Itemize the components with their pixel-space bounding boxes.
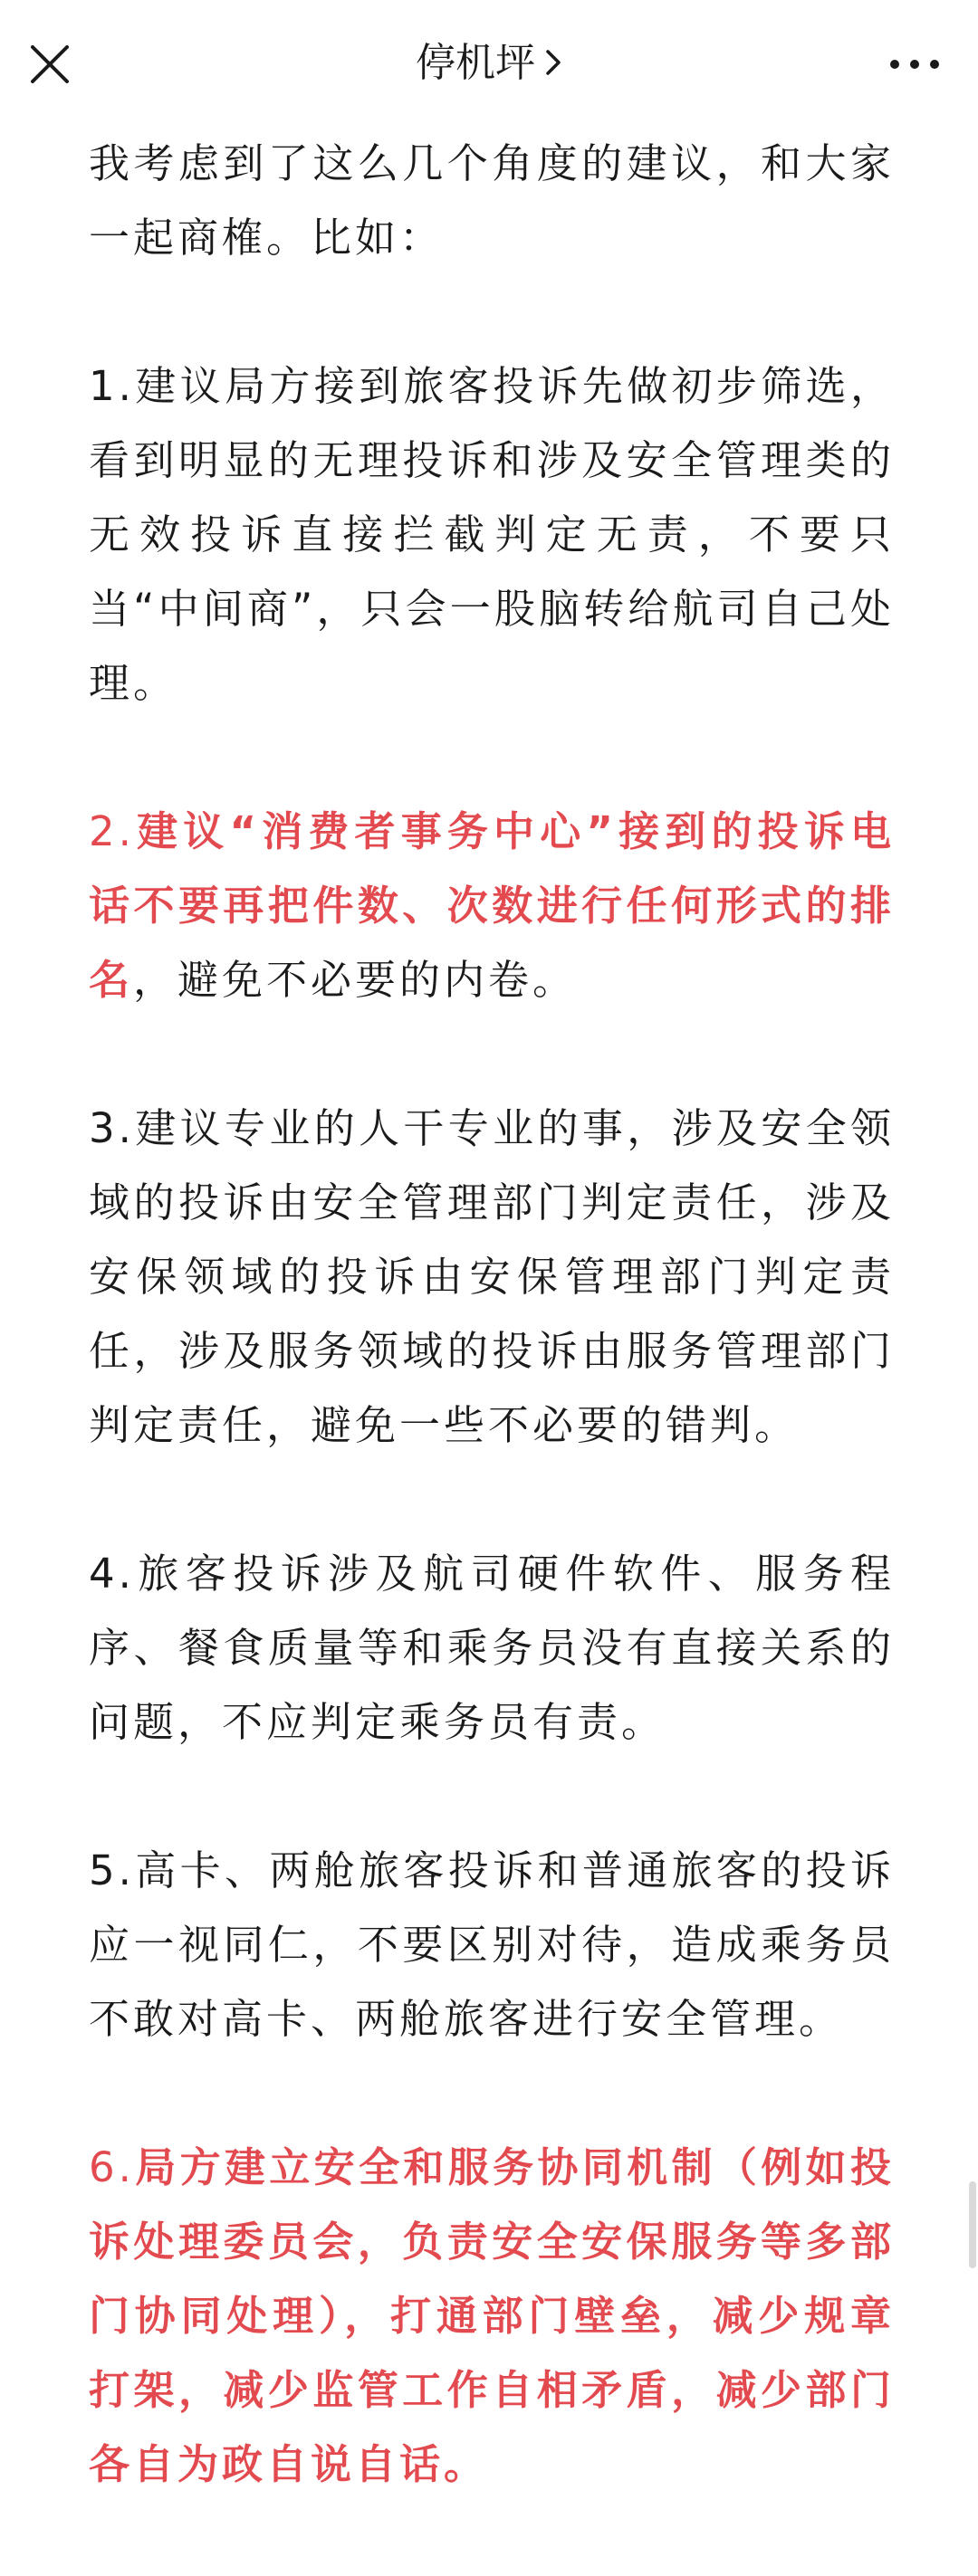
suggestion-2-paragraph — [89, 795, 895, 1017]
page-title: 停机坪 — [416, 40, 535, 86]
suggestion-2-rest: ，避免不必要的内卷。 — [133, 956, 578, 1004]
more-horizontal-icon — [887, 51, 942, 78]
scrollbar[interactable] — [967, 127, 978, 2433]
suggestion-4-paragraph: 4.旅客投诉涉及航司硬件软件、服务程序、餐食质量等和乘务员没有直接关系的问题，不应判定乘务员有责。 — [89, 1550, 895, 1746]
suggestion-2-highlight: 建议“消费者事务中心”接到的投诉电话不要再把件数、次数进行任何形式的排名 — [89, 807, 895, 1004]
suggestion-3-paragraph: 3.建议专业的人干专业的事，涉及安全领域的投诉由安全管理部门判定责任，涉及安保领域的投诉由安保管理部门判定责任，涉及服务领域的投诉由服务管理部门判定责任，避免一些不必要的错判。 — [89, 1104, 895, 1449]
more-options-button[interactable] — [887, 51, 942, 78]
article-body — [89, 127, 895, 2576]
chevron-right-icon — [544, 48, 562, 77]
suggestion-6-highlight: 局方建立安全和服务协同机制（例如投诉处理委员会，负责安全安保服务等多部门协同处理），打通部门壁垒，减少规章打架，减少监管工作自相矛盾，减少部门各自为政自说自话。 — [89, 2143, 895, 2488]
suggestion-6-paragraph — [89, 2131, 895, 2502]
top-navigation-bar — [0, 0, 978, 127]
intro-paragraph: 我考虑到了这么几个角度的建议，和大家一起商榷。比如： — [89, 139, 895, 262]
suggestion-5-paragraph: 5.高卡、两舱旅客投诉和普通旅客的投诉应一视同仁，不要区别对待，造成乘务员不敢对高卡、两舱旅客进行安全管理。 — [89, 1846, 895, 2043]
suggestion-2-number: 2. — [89, 807, 135, 855]
suggestion-6-number: 6. — [89, 2143, 135, 2191]
scrollbar-thumb[interactable] — [969, 2181, 976, 2268]
account-title-link[interactable] — [0, 34, 978, 92]
suggestion-1-paragraph: 1.建议局方接到旅客投诉先做初步筛选，看到明显的无理投诉和涉及安全管理类的无效投诉直接拦截判定无责，不要只当“中间商”，只会一股脑转给航司自己处理。 — [89, 362, 895, 707]
